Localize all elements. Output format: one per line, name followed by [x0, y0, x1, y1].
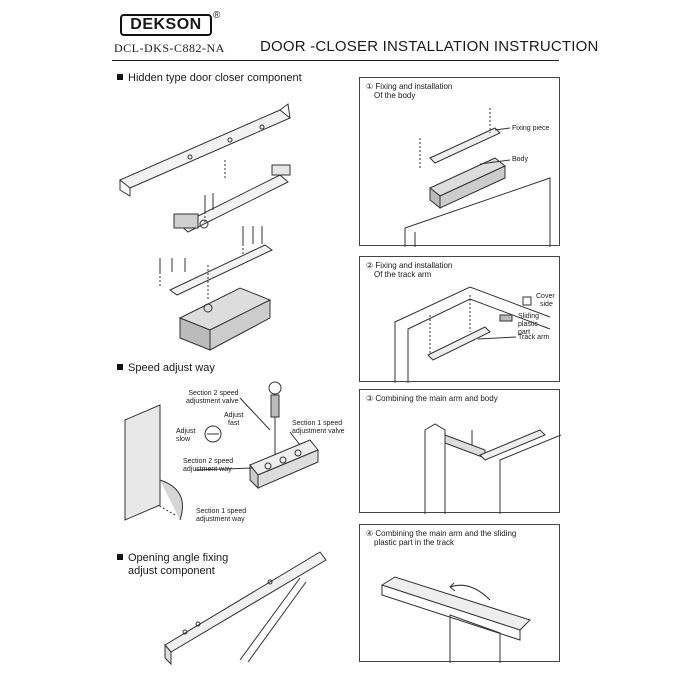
dekson-logo: DEKSON — [120, 14, 212, 36]
label-section2-valve: Section 2 speed adjustment valve — [186, 390, 239, 405]
hidden-component-diagram — [120, 104, 290, 350]
step-3-caption: ③ Combining the main arm and body — [366, 394, 498, 403]
step-2-drawing — [360, 257, 561, 383]
section-opening-angle: Opening angle fixing adjust component — [117, 552, 228, 578]
step-3-drawing — [360, 390, 561, 514]
section-speed-adjust: Speed adjust way — [117, 362, 215, 374]
step-1-drawing — [360, 78, 561, 247]
step-1-caption: ① Fixing and installation Of the body — [366, 82, 453, 100]
step-2-caption: ② Fixing and installation Of the track arm — [366, 261, 453, 279]
section-hidden-component: Hidden type door closer component — [117, 72, 302, 84]
label-body: Body — [512, 156, 528, 163]
label-cover-side: Cover side — [536, 293, 555, 308]
step-1-panel — [359, 77, 560, 246]
step-4-caption: ④ Combining the main arm and the sliding plastic part in the track — [366, 529, 517, 547]
registered-mark: ® — [213, 10, 221, 21]
model-number: DCL-DKS-C882-NA — [114, 41, 225, 55]
opening-angle-diagram — [165, 552, 326, 664]
step-2-panel — [359, 256, 560, 382]
label-section1-valve: Section 1 speed adjustment valve — [292, 420, 345, 435]
label-section2-way: Section 2 speed adjustment way — [183, 458, 234, 473]
step-3-panel — [359, 389, 560, 513]
label-fixing-piece: Fixing piece — [512, 125, 550, 132]
label-track-arm: Track arm — [518, 334, 550, 341]
page-title: DOOR -CLOSER INSTALLATION INSTRUCTION — [260, 38, 599, 55]
step-4-drawing — [360, 525, 561, 663]
label-adjust-slow: Adjust slow — [176, 428, 196, 443]
label-section1-way: Section 1 speed adjustment way — [196, 508, 247, 523]
step-4-panel — [359, 524, 560, 662]
label-sliding-plastic: Sliding plastic part — [518, 313, 540, 336]
label-adjust-fast: Adjust fast — [224, 412, 244, 427]
